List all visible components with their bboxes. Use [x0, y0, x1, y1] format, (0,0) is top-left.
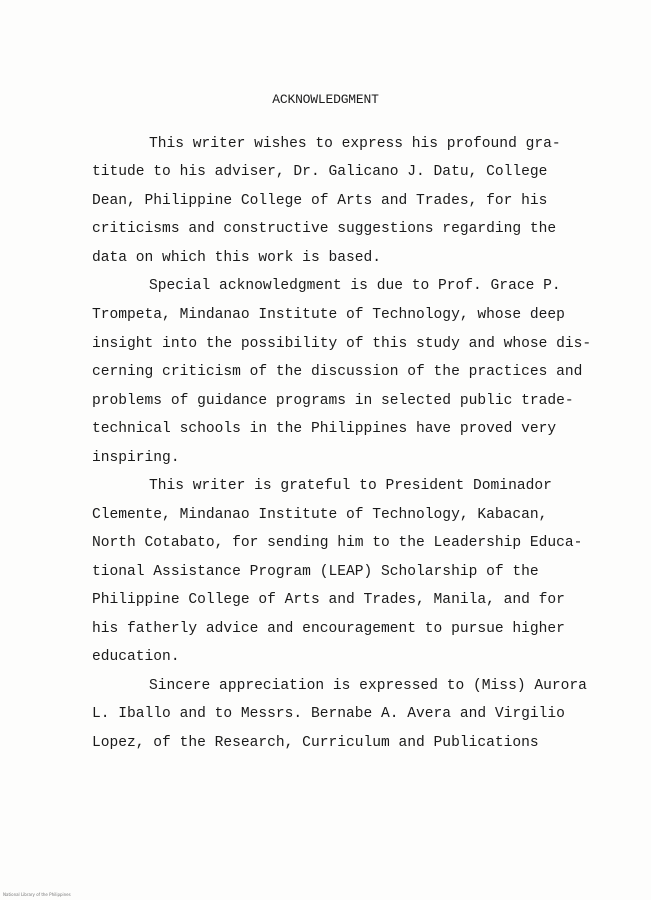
text-line: technical schools in the Philippines have proved very — [92, 421, 557, 437]
text-line: insight into the possibility of this study and whose dis- — [92, 336, 592, 352]
text-line: This writer is grateful to President Dominador — [149, 478, 552, 494]
text-line: inspiring. — [92, 450, 180, 466]
text-line: Special acknowledgment is due to Prof. Grace P. — [149, 278, 561, 294]
text-line: Dean, Philippine College of Arts and Trades, for his — [92, 193, 548, 209]
text-line: data on which this work is based. — [92, 250, 382, 266]
text-line: North Cotabato, for sending him to the Leadership Educa- — [92, 535, 583, 551]
text-line: Clemente, Mindanao Institute of Technology, Kabacan, — [92, 507, 548, 523]
text-line: Philippine College of Arts and Trades, Manila, and for — [92, 592, 565, 608]
text-line: This writer wishes to express his profound gra- — [149, 136, 561, 152]
footer-note: National Library of the Philippines — [3, 892, 71, 897]
text-line: tional Assistance Program (LEAP) Scholarship of the — [92, 564, 539, 580]
text-line: criticisms and constructive suggestions regarding the — [92, 221, 557, 237]
text-line: Lopez, of the Research, Curriculum and Publications — [92, 735, 539, 751]
text-line: cerning criticism of the discussion of the practices and — [92, 364, 583, 380]
text-line: Sincere appreciation is expressed to (Miss) Aurora — [149, 678, 587, 694]
page-title: ACKNOWLEDGMENT — [272, 92, 379, 107]
text-line: L. Iballo and to Messrs. Bernabe A. Avera and Virgilio — [92, 706, 565, 722]
text-line: problems of guidance programs in selected public trade- — [92, 393, 574, 409]
text-line: education. — [92, 649, 180, 665]
text-line: titude to his adviser, Dr. Galicano J. Datu, College — [92, 164, 548, 180]
text-line: his fatherly advice and encouragement to pursue higher — [92, 621, 565, 637]
text-line: Trompeta, Mindanao Institute of Technology, whose deep — [92, 307, 565, 323]
